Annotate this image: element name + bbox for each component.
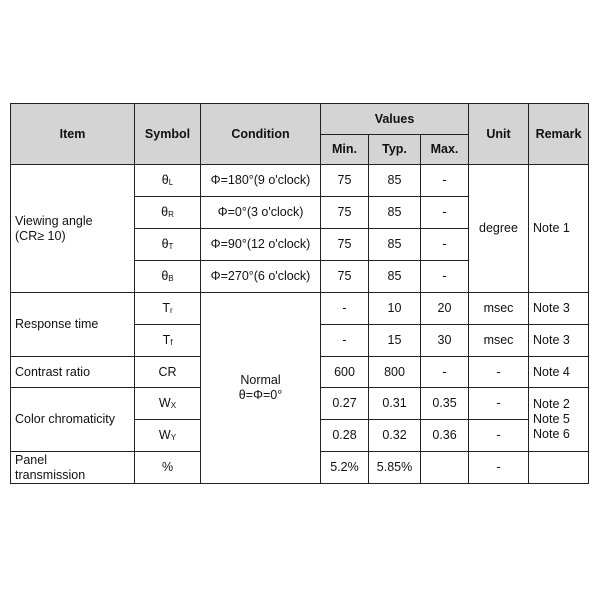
min-cell: 5.2% bbox=[321, 452, 369, 484]
table-row bbox=[11, 293, 589, 325]
typ-cell: 85 bbox=[369, 197, 421, 229]
typ-cell: 85 bbox=[369, 229, 421, 261]
min-cell: 75 bbox=[321, 165, 369, 197]
unit-cell: - bbox=[469, 420, 529, 452]
remark-cell: Note 4 bbox=[529, 357, 589, 388]
unit-cell: - bbox=[469, 452, 529, 484]
symbol-cr: CR bbox=[135, 357, 201, 388]
condition-cell: Φ=180°(9 o'clock) bbox=[201, 165, 321, 197]
header-row-1 bbox=[11, 104, 589, 135]
typ-cell: 85 bbox=[369, 165, 421, 197]
max-cell: - bbox=[421, 229, 469, 261]
viewing-angle-condition-label: (CR≥ 10) bbox=[15, 228, 66, 243]
typ-cell: 0.32 bbox=[369, 420, 421, 452]
min-cell: 600 bbox=[321, 357, 369, 388]
header-unit: Unit bbox=[469, 104, 529, 165]
symbol-theta-b: θB bbox=[135, 261, 201, 293]
remark-note-6: Note 6 bbox=[533, 427, 570, 441]
color-chromaticity-remark bbox=[529, 388, 589, 452]
min-cell: - bbox=[321, 325, 369, 357]
symbol-percent: % bbox=[135, 452, 201, 484]
symbol-theta-t: θT bbox=[135, 229, 201, 261]
panel-label: Panel bbox=[15, 452, 47, 467]
normal-condition-formula: θ=Φ=0° bbox=[238, 388, 283, 402]
unit-cell: - bbox=[469, 388, 529, 420]
min-cell: 75 bbox=[321, 197, 369, 229]
normal-condition-cell bbox=[201, 293, 321, 484]
max-cell: 30 bbox=[421, 325, 469, 357]
transmission-label: transmission bbox=[15, 467, 86, 482]
min-cell: 0.27 bbox=[321, 388, 369, 420]
max-cell: 20 bbox=[421, 293, 469, 325]
condition-cell: Φ=0°(3 o'clock) bbox=[201, 197, 321, 229]
header-max: Max. bbox=[421, 135, 469, 165]
response-time-item: Response time bbox=[11, 293, 135, 357]
symbol-tr: Tr bbox=[135, 293, 201, 325]
max-cell: 0.35 bbox=[421, 388, 469, 420]
unit-cell: msec bbox=[469, 325, 529, 357]
color-chromaticity-item: Color chromaticity bbox=[11, 388, 135, 452]
max-cell: - bbox=[421, 261, 469, 293]
viewing-angle-item bbox=[11, 165, 135, 293]
typ-cell: 85 bbox=[369, 261, 421, 293]
header-typ: Typ. bbox=[369, 135, 421, 165]
remark-cell bbox=[529, 452, 589, 484]
remark-note-2: Note 2 bbox=[533, 397, 570, 411]
condition-cell: Φ=270°(6 o'clock) bbox=[201, 261, 321, 293]
max-cell: - bbox=[421, 357, 469, 388]
viewing-angle-unit: degree bbox=[469, 165, 529, 293]
header-item: Item bbox=[11, 104, 135, 165]
typ-cell: 0.31 bbox=[369, 388, 421, 420]
unit-cell: msec bbox=[469, 293, 529, 325]
min-cell: 0.28 bbox=[321, 420, 369, 452]
typ-cell: 5.85% bbox=[369, 452, 421, 484]
header-values: Values bbox=[321, 104, 469, 135]
max-cell: 0.36 bbox=[421, 420, 469, 452]
max-cell: - bbox=[421, 197, 469, 229]
remark-note-5: Note 5 bbox=[533, 412, 570, 426]
symbol-wx: WX bbox=[135, 388, 201, 420]
optical-spec-table bbox=[10, 103, 589, 484]
symbol-tf: Tf bbox=[135, 325, 201, 357]
typ-cell: 800 bbox=[369, 357, 421, 388]
min-cell: 75 bbox=[321, 261, 369, 293]
symbol-theta-l: θL bbox=[135, 165, 201, 197]
header-condition: Condition bbox=[201, 104, 321, 165]
max-cell: - bbox=[421, 165, 469, 197]
contrast-ratio-item: Contrast ratio bbox=[11, 357, 135, 388]
table-row bbox=[11, 165, 589, 197]
viewing-angle-label: Viewing angle bbox=[15, 213, 93, 228]
condition-cell: Φ=90°(12 o'clock) bbox=[201, 229, 321, 261]
min-cell: - bbox=[321, 293, 369, 325]
typ-cell: 10 bbox=[369, 293, 421, 325]
min-cell: 75 bbox=[321, 229, 369, 261]
normal-condition-label: Normal bbox=[240, 373, 281, 387]
symbol-theta-r: θR bbox=[135, 197, 201, 229]
unit-cell: - bbox=[469, 357, 529, 388]
header-min: Min. bbox=[321, 135, 369, 165]
symbol-wy: WY bbox=[135, 420, 201, 452]
header-remark: Remark bbox=[529, 104, 589, 165]
max-cell bbox=[421, 452, 469, 484]
panel-transmission-item bbox=[11, 452, 135, 484]
header-symbol: Symbol bbox=[135, 104, 201, 165]
remark-cell: Note 3 bbox=[529, 325, 589, 357]
typ-cell: 15 bbox=[369, 325, 421, 357]
remark-cell: Note 3 bbox=[529, 293, 589, 325]
viewing-angle-remark: Note 1 bbox=[529, 165, 589, 293]
